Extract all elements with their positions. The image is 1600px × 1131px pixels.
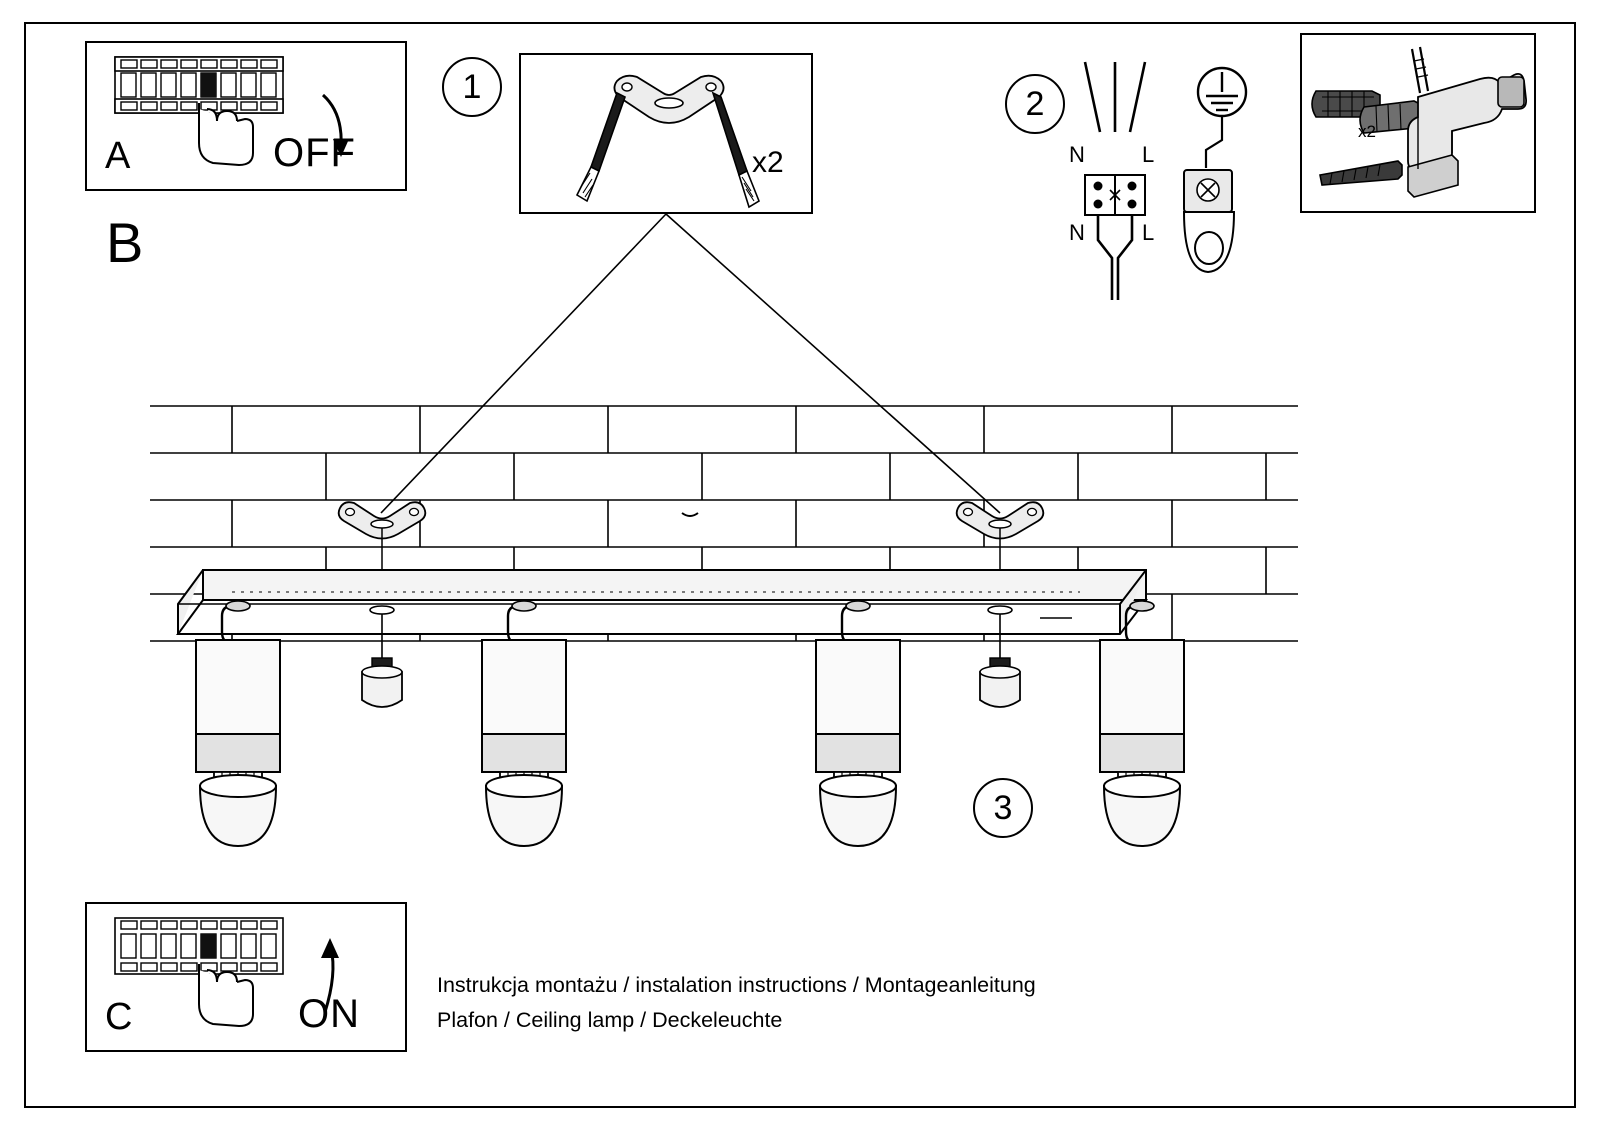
step-1-badge: 1 (442, 57, 502, 117)
caption-line-2: Plafon / Ceiling lamp / Deckeleuchte (437, 1007, 783, 1032)
bracket-quantity-label: x2 (752, 146, 784, 179)
wire-label-l-top: L (1142, 142, 1155, 167)
breaker-on-label: ON (298, 992, 360, 1036)
wire-label-n-top: N (1069, 142, 1085, 167)
panel-b-letter: B (106, 211, 144, 274)
panel-bracket-hardware (519, 53, 813, 214)
step-3-badge: 3 (973, 778, 1033, 838)
dowel-quantity-label: x2 (1358, 122, 1376, 141)
wire-label-l-bottom: L (1142, 220, 1155, 245)
caption-line-1: Instrukcja montażu / instalation instructions / Montageanleitung (437, 973, 1036, 997)
panel-c-letter: C (105, 996, 133, 1038)
drill-and-dowels-illustration (1302, 35, 1534, 211)
panel-a-letter: A (105, 135, 131, 177)
panel-drill-hardware (1300, 33, 1536, 213)
panel-a-breaker-off (85, 41, 407, 191)
breaker-off-label: OFF (273, 131, 356, 175)
step-2-badge: 2 (1005, 74, 1065, 134)
breaker-off-illustration (87, 43, 405, 189)
wire-label-n-bottom: N (1069, 220, 1085, 245)
sheet-caption (437, 968, 1036, 1038)
bracket-and-screws-illustration (521, 55, 811, 212)
